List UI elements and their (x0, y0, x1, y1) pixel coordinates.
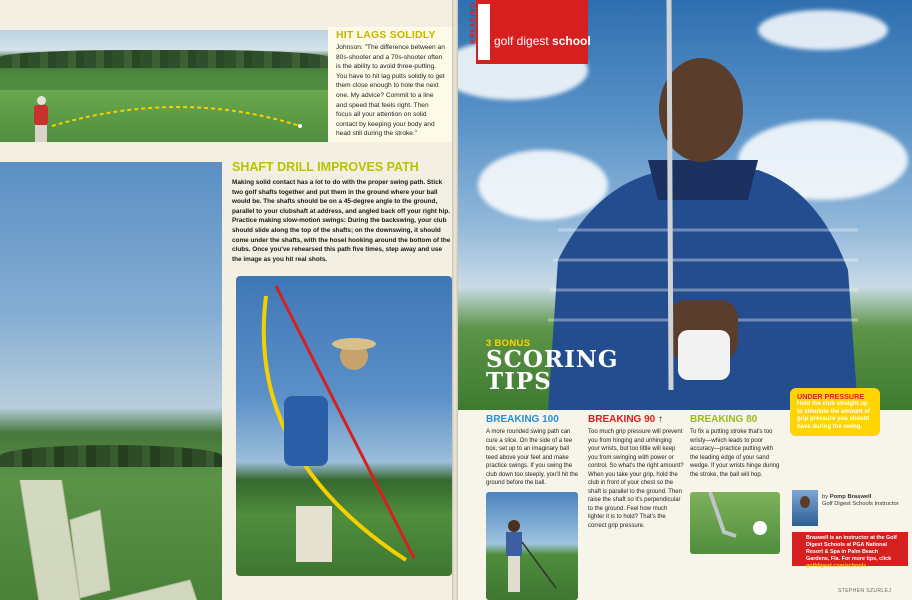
wedge-and-ball (690, 492, 780, 554)
hit-lags-sidebar (328, 27, 452, 142)
headline-line-1: SCORING (486, 346, 619, 373)
golfer-thumbnail (486, 492, 578, 600)
author-name: Pomp Braswell (829, 494, 872, 500)
right-page (458, 0, 912, 600)
tip-title (588, 414, 684, 425)
author-bio (792, 532, 908, 569)
swing-drill-photo (236, 276, 452, 576)
tip-title: BREAKING 100 (486, 414, 559, 425)
section-label: BREAKING (470, 1, 477, 44)
shaft-drill-section (232, 160, 452, 264)
section-tab (470, 0, 591, 64)
under-pressure-body: Hold the club straight up to simulate the amount of grip pressure you should have during the swing. (797, 401, 871, 430)
headline-kicker: 3 BONUS (486, 338, 531, 349)
tip-breaking-100 (486, 414, 582, 488)
under-pressure-title: UNDER PRESSURE (797, 392, 865, 401)
author-role: Golf Digest Schools Instructor (822, 501, 899, 507)
author-byline (792, 490, 908, 530)
brand-prefix: golf digest (494, 34, 549, 48)
hit-lags-body: Johnson: "The difference between an 80s-shooter and a 70s-shooter often is the ability to avoid three-putting. You have to hit lag putts solidly to get them close enough to hole the next one. My advice? Commit to a line and speed that feels right. Then focus all your attention on solid contact by keeping your body and head still during the stroke." (336, 44, 445, 138)
brand-bold: school (552, 34, 591, 48)
golfer-putting (34, 96, 48, 142)
author-name-block (822, 494, 899, 508)
shaft-drill-title: SHAFT DRILL IMPROVES PATH (232, 160, 419, 174)
headline-line-2: TIPS (486, 368, 552, 395)
bench-illustration (10, 480, 210, 600)
photo-credit: STEPHEN SZURLEJ (838, 588, 892, 594)
tip-breaking-80 (690, 414, 782, 479)
author-url-link[interactable]: golfdigest.com/schools. (806, 563, 868, 569)
brand-label (494, 34, 591, 48)
sand-wedge-putt-photo (690, 492, 780, 554)
section-label-box (470, 1, 490, 60)
hit-lags-title: HIT LAGS SOLIDLY (336, 29, 436, 41)
putt-path-line (0, 30, 328, 142)
course-tree-line (0, 445, 222, 467)
shaft-drill-body: Making solid contact has a lot to do with the proper swing path. Stick two golf shafts together and put them in the ground where your ball would be. The shafts should be on a 45-degree angle to the ground, parallel to your clubshaft at address, and angled back off your right hip. Practice making slow-motion swings: During the backswing, your club should slide along the top of the shafts; on the downswing, it should come under the shafts, with the hosel hooking around the bottom of the clubs. Once you've rehearsed this path five times, step away and use the image as you hit real shots. (232, 179, 451, 263)
author-bio-text: Braswell is an instructor at the Golf Digest Schools at PGA National Resort & Spa in Palm Beach Gardens, Fla. For more tips, click (806, 535, 897, 562)
avatar (792, 490, 818, 526)
tip-breaking-90 (588, 414, 684, 530)
left-page (0, 0, 452, 600)
tip-title: BREAKING 80 (690, 414, 758, 425)
putting-photo (0, 30, 328, 142)
tip-body: A more rounded swing path can cure a slice. On the side of a tee box, set up to an imaginary ball teed above your feet and make practice swings. If you swing the club down too steeply, you'll hit the ground before the ball. (486, 429, 579, 486)
under-pressure-callout (790, 388, 880, 436)
tip-body: Too much grip pressure will prevent you from hinging and unhinging your wrists, but too little will keep you from swinging with power or control. So what's the right amount? When you take your grip, hold the club in front of your chest so the shaft is parallel to the ground. Then raise the shaft so it's perpendicular to the ground. Feel how much lighter it is to hold? That's the correct grip pressure. (588, 429, 684, 529)
tee-box-swing-photo (486, 492, 578, 600)
headline (486, 338, 619, 393)
up-arrow-icon: ↑ (658, 414, 664, 425)
bench-course-photo (0, 162, 222, 600)
tip-body: To fix a putting stroke that's too wristy—which leads to poor accuracy—practice putting with the leading edge of your sand wedge. If your wrists hinge during the stroke, the ball will hop. (690, 429, 780, 478)
swing-arc-graphic (236, 276, 452, 576)
tip-title-text: BREAKING 90 (588, 414, 656, 425)
byline-prefix: by (822, 494, 829, 500)
